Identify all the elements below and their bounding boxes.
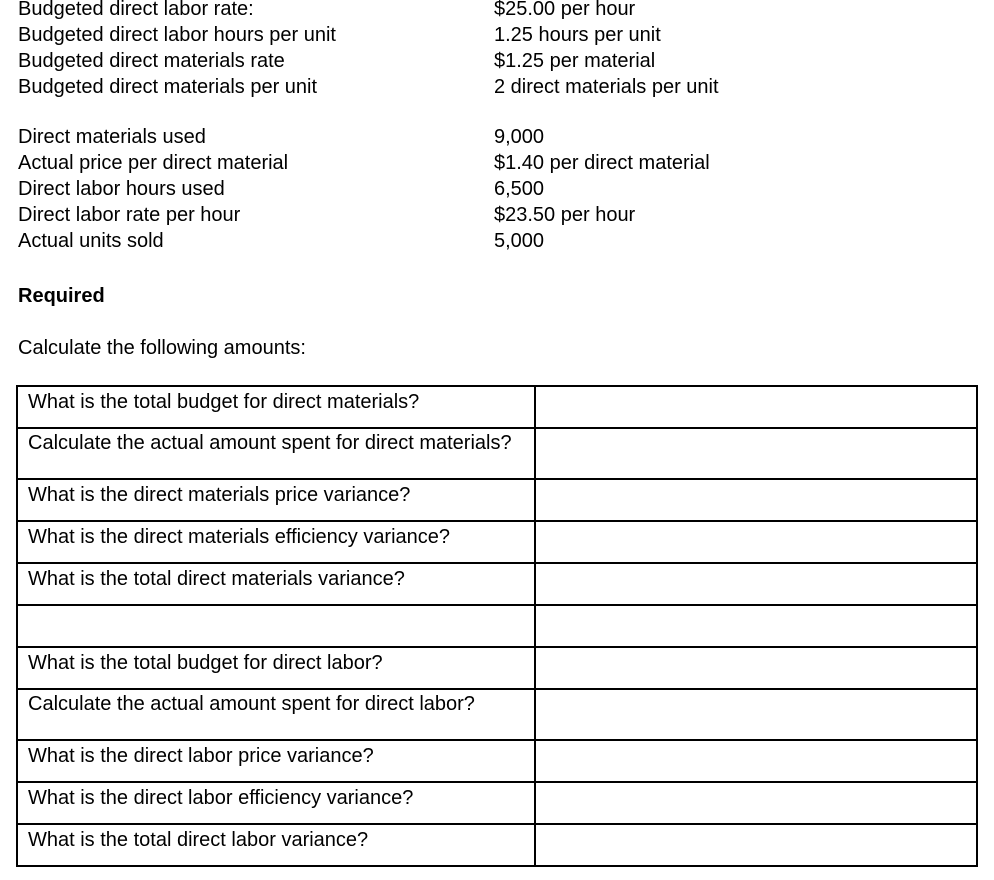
info-row [18, 176, 978, 202]
instructions-text: Calculate the following amounts: [18, 337, 306, 359]
info-row [18, 0, 978, 22]
info-label: Actual price per direct material [18, 152, 289, 174]
info-row [18, 124, 978, 150]
info-row [18, 202, 978, 228]
question-cell: Calculate the actual amount spent for direct labor? [17, 689, 535, 740]
question-cell: What is the direct materials efficiency variance? [17, 521, 535, 563]
info-row [18, 228, 978, 254]
question-cell [17, 605, 535, 647]
info-row [18, 48, 978, 74]
budgeted-info-section [18, 0, 978, 100]
question-cell: Calculate the actual amount spent for direct materials? [17, 428, 535, 479]
info-value: 1.25 hours per unit [494, 24, 661, 46]
info-value: $23.50 per hour [494, 204, 636, 226]
table-row [17, 563, 977, 605]
answer-cell[interactable] [535, 605, 977, 647]
info-label: Actual units sold [18, 230, 164, 252]
table-row [17, 824, 977, 866]
info-label: Budgeted direct materials per unit [18, 76, 318, 98]
required-heading: Required [18, 285, 105, 307]
table-row [17, 386, 977, 428]
answer-cell[interactable] [535, 782, 977, 824]
table-row [17, 689, 977, 740]
answer-cell[interactable] [535, 647, 977, 689]
answer-cell[interactable] [535, 428, 977, 479]
info-value: $1.25 per material [494, 50, 656, 72]
info-label: Direct materials used [18, 126, 206, 148]
answer-cell[interactable] [535, 740, 977, 782]
info-row [18, 22, 978, 48]
info-row [18, 150, 978, 176]
table-row [17, 740, 977, 782]
questions-table [16, 385, 978, 867]
question-cell: What is the direct materials price variance? [17, 479, 535, 521]
info-label: Direct labor hours used [18, 178, 225, 200]
answer-cell[interactable] [535, 386, 977, 428]
question-cell: What is the total budget for direct labor? [17, 647, 535, 689]
info-value: 5,000 [494, 230, 545, 252]
table-row [17, 647, 977, 689]
info-label: Direct labor rate per hour [18, 204, 241, 226]
answer-cell[interactable] [535, 689, 977, 740]
info-value: $25.00 per hour [494, 0, 636, 20]
table-row [17, 521, 977, 563]
question-cell: What is the direct labor price variance? [17, 740, 535, 782]
table-row [17, 479, 977, 521]
question-cell: What is the total budget for direct materials? [17, 386, 535, 428]
question-cell: What is the direct labor efficiency variance? [17, 782, 535, 824]
answer-cell[interactable] [535, 521, 977, 563]
table-row [17, 605, 977, 647]
info-row [18, 74, 978, 100]
answer-cell[interactable] [535, 563, 977, 605]
info-label: Budgeted direct materials rate [18, 50, 285, 72]
answer-cell[interactable] [535, 824, 977, 866]
info-value: 6,500 [494, 178, 545, 200]
question-cell: What is the total direct labor variance? [17, 824, 535, 866]
actual-info-section [18, 124, 978, 254]
info-label: Budgeted direct labor hours per unit [18, 24, 336, 46]
question-cell: What is the total direct materials variance? [17, 563, 535, 605]
table-row [17, 782, 977, 824]
info-value: 2 direct materials per unit [494, 76, 719, 98]
info-value: 9,000 [494, 126, 545, 148]
table-row [17, 428, 977, 479]
info-value: $1.40 per direct material [494, 152, 710, 174]
answer-cell[interactable] [535, 479, 977, 521]
info-label: Budgeted direct labor rate: [18, 0, 254, 20]
